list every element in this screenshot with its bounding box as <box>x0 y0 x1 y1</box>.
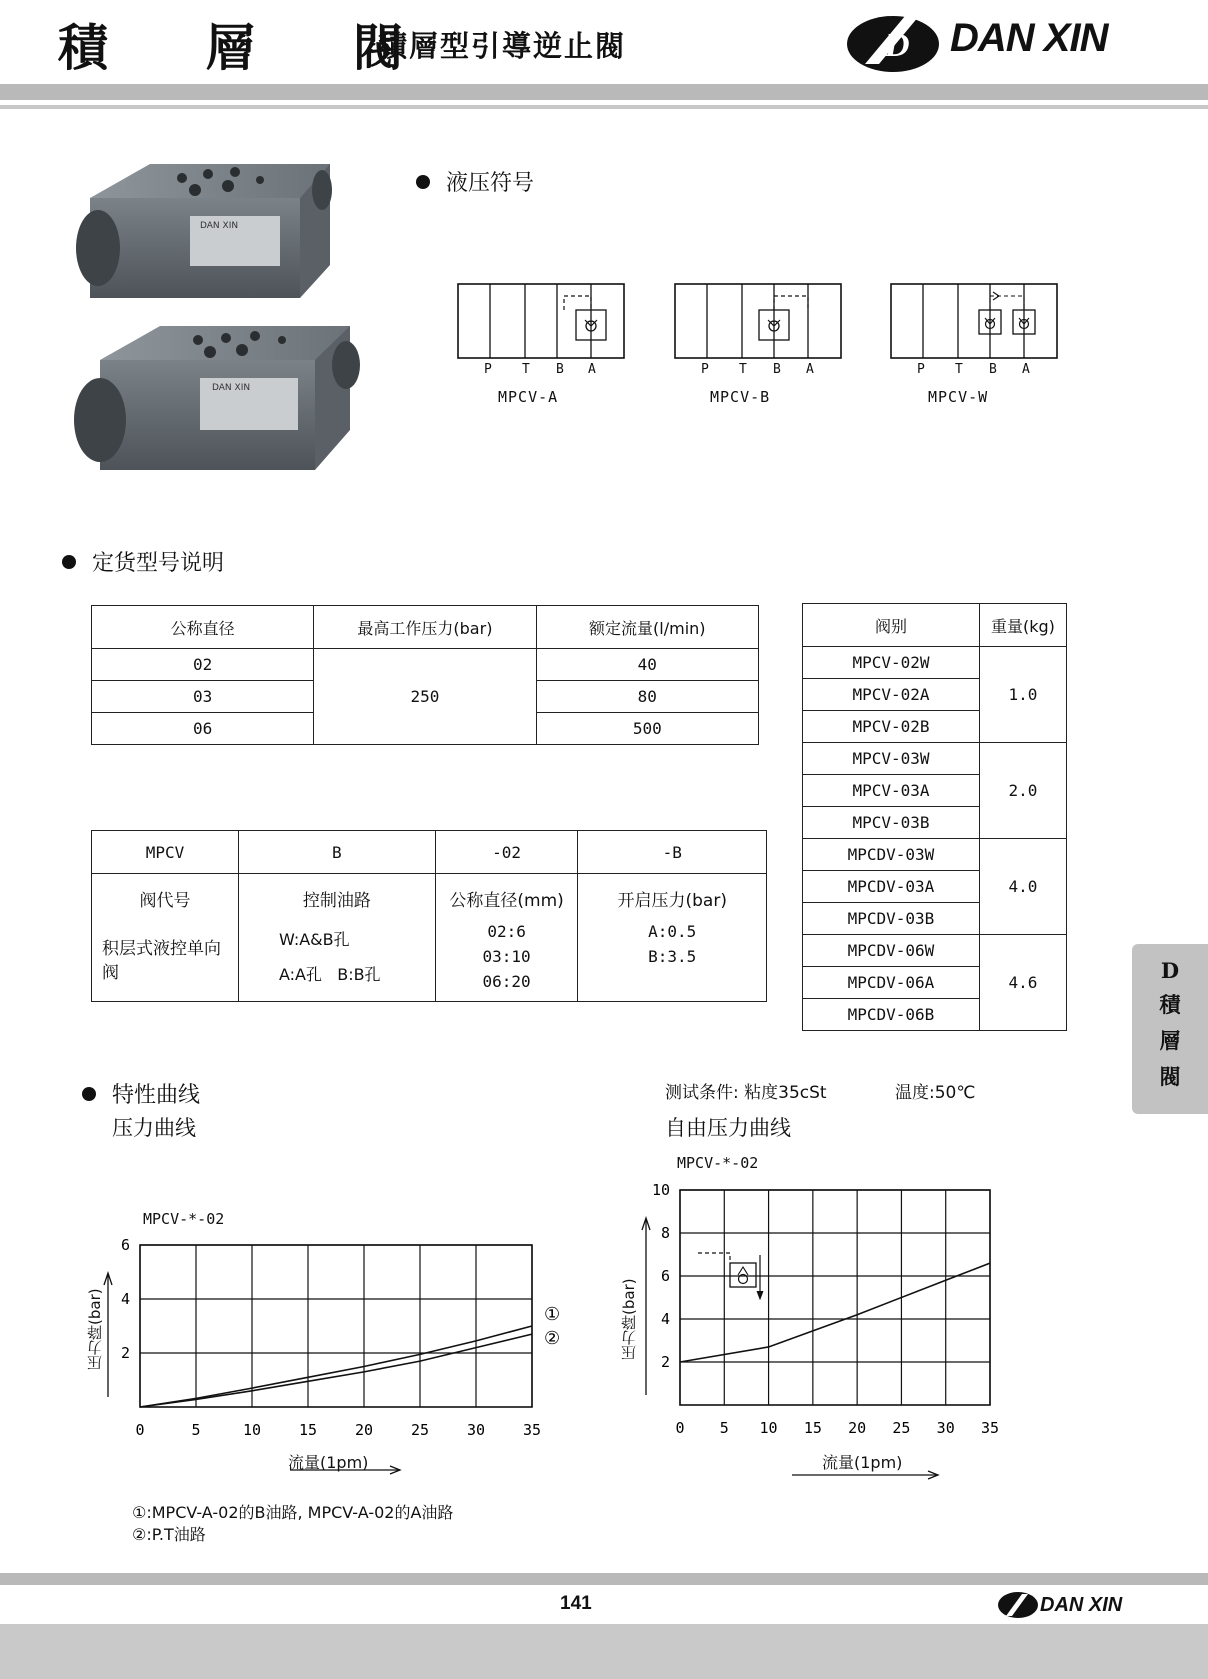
legend-note-1: ①:MPCV-A-02的B油路, MPCV-A-02的A油路 <box>132 1503 454 1522</box>
weight-model: MPCDV-03W <box>803 839 980 871</box>
weight-value: 4.6 <box>979 935 1066 1031</box>
weight-model: MPCDV-06W <box>803 935 980 967</box>
code-label-3: 公称直径(mm) <box>449 891 564 911</box>
code-cell-3 <box>435 874 578 1002</box>
code-desc-2a: W:A&B孔 <box>278 930 350 949</box>
weight-model: MPCV-03W <box>803 743 980 775</box>
spec-flow-03: 80 <box>536 681 758 713</box>
symbol-b-port-t: T <box>739 362 747 377</box>
code-desc-3: 06:20 <box>482 972 531 991</box>
code-pressure: -B <box>578 831 767 874</box>
chart1-xlabel: 流量(1pm) <box>288 1453 369 1472</box>
svg-text:x: x <box>909 41 922 70</box>
symbol-a-port-b: B <box>556 362 564 377</box>
spec-dia-06: 06 <box>92 713 314 745</box>
bullet-icon <box>82 1087 96 1101</box>
plot-frame <box>680 1190 990 1405</box>
side-tab-char: 積 <box>1159 992 1181 1017</box>
symbol-mpcv-w <box>889 282 1059 362</box>
x-tick-label: 0 <box>135 1421 145 1439</box>
spec-dia-02: 02 <box>92 649 314 681</box>
code-table <box>91 830 767 1002</box>
bullet-icon <box>62 555 76 569</box>
spec-flow-02: 40 <box>536 649 758 681</box>
y-tick-label: 6 <box>660 1267 670 1285</box>
side-tab-letter: D <box>1160 958 1180 983</box>
weight-model: MPCDV-06A <box>803 967 980 999</box>
code-desc-2b: A:A孔 B:B孔 <box>278 965 381 984</box>
nameplate-text: DAN XIN <box>200 221 239 231</box>
series-line-2 <box>140 1334 532 1407</box>
weight-header-kg: 重量(kg) <box>979 604 1066 647</box>
code-label-1: 阀代号 <box>139 891 191 911</box>
symbol-w-port-a: A <box>1022 362 1030 377</box>
symbol-a-port-t: T <box>522 362 530 377</box>
chart2-subtitle: MPCV-*-02 <box>677 1154 759 1172</box>
weight-value: 2.0 <box>979 743 1066 839</box>
spec-pressure-value: 250 <box>314 649 536 745</box>
bullet-icon <box>416 175 430 189</box>
weight-header-model: 阀别 <box>803 604 980 647</box>
side-tab-char: 閥 <box>1159 1064 1181 1089</box>
page-subtitle: 積層型引導逆止閥 <box>378 29 627 63</box>
code-label-4: 开启压力(bar) <box>617 891 727 911</box>
order-heading: 定货型号说明 <box>62 546 224 577</box>
weight-model: MPCDV-03B <box>803 903 980 935</box>
pressure-curve-chart <box>70 1230 590 1480</box>
test-conditions: 测试条件: 粘度35cSt <box>665 1083 827 1103</box>
x-tick-label: 30 <box>936 1419 955 1437</box>
spec-dia-03: 03 <box>92 681 314 713</box>
chart2-xlabel: 流量(1pm) <box>822 1453 903 1472</box>
legend-note-2: ②:P.T油路 <box>132 1525 206 1544</box>
y-tick-label: 4 <box>660 1310 670 1328</box>
brand-name: DAN XIN <box>950 16 1108 60</box>
symbol-b-name: MPCV-B <box>710 388 771 406</box>
x-tick-label: 10 <box>759 1419 778 1437</box>
chart2-ylabel: 压力降(bar) <box>620 1278 638 1360</box>
weight-value: 4.0 <box>979 839 1066 935</box>
weight-model: MPCV-03A <box>803 775 980 807</box>
x-tick-label: 20 <box>848 1419 867 1437</box>
spec-table <box>91 605 759 745</box>
symbol-w-port-b: B <box>989 362 997 377</box>
spec-flow-06: 500 <box>536 713 758 745</box>
weight-model: MPCV-02W <box>803 647 980 679</box>
symbol-mpcv-a <box>456 282 626 362</box>
weight-model: MPCV-02A <box>803 679 980 711</box>
x-tick-label: 15 <box>298 1421 318 1439</box>
chart1-ylabel: 压力降(bar) <box>86 1288 104 1370</box>
weight-model: MPCDV-03A <box>803 871 980 903</box>
plot-frame <box>140 1245 532 1407</box>
x-tick-label: 25 <box>410 1421 430 1439</box>
header-divider <box>0 84 1208 100</box>
x-tick-label: 35 <box>980 1419 1000 1437</box>
x-tick-label: 20 <box>354 1421 374 1439</box>
code-b: B <box>238 831 435 874</box>
x-tick-label: 25 <box>892 1419 911 1437</box>
code-cell-2 <box>238 874 435 1002</box>
symbol-b-port-b: B <box>773 362 781 377</box>
x-tick-label: 5 <box>719 1419 729 1437</box>
x-tick-label: 15 <box>803 1419 822 1437</box>
code-desc-3: 03:10 <box>482 947 531 966</box>
product-photo <box>60 150 380 500</box>
x-tick-label: 30 <box>466 1421 486 1439</box>
footer-band <box>0 1624 1208 1679</box>
y-tick-label: 8 <box>660 1224 670 1242</box>
y-tick-label: 4 <box>120 1290 130 1308</box>
y-tick-label: 6 <box>120 1236 130 1254</box>
symbol-a-port-a: A <box>588 362 596 377</box>
weight-model: MPCV-02B <box>803 711 980 743</box>
symbol-w-name: MPCV-W <box>928 388 989 406</box>
test-temperature: 温度:50℃ <box>895 1083 976 1103</box>
series-line-1 <box>680 1263 990 1362</box>
free-pressure-curve-chart <box>630 1175 1010 1485</box>
code-desc-3: 02:6 <box>487 922 526 941</box>
code-cell-1 <box>92 874 239 1002</box>
spec-header-pressure: 最高工作压力(bar) <box>314 606 536 649</box>
weight-model: MPCDV-06B <box>803 999 980 1031</box>
symbol-b-port-a: A <box>806 362 814 377</box>
x-tick-label: 10 <box>242 1421 262 1439</box>
symbol-mpcv-b <box>673 282 843 362</box>
spec-header-flow: 额定流量(l/min) <box>536 606 758 649</box>
code-dia: -02 <box>435 831 578 874</box>
series-label: ② <box>544 1328 561 1350</box>
code-desc-4: B:3.5 <box>648 947 697 966</box>
side-tab <box>1132 944 1208 1114</box>
y-tick-label: 2 <box>660 1353 670 1371</box>
footer-logo-icon <box>996 1590 1040 1620</box>
weight-model: MPCV-03B <box>803 807 980 839</box>
side-tab-char: 層 <box>1159 1028 1181 1053</box>
footer-brand: DAN XIN <box>1040 1594 1123 1616</box>
y-tick-label: 2 <box>120 1344 130 1362</box>
page-title: 積 層 閥 <box>58 18 443 77</box>
footer-divider <box>0 1573 1208 1585</box>
weight-table <box>802 603 1067 1031</box>
symbol-w-port-p: P <box>917 362 925 377</box>
curves-heading: 特性曲线 <box>82 1078 200 1109</box>
weight-value: 1.0 <box>979 647 1066 743</box>
x-tick-label: 35 <box>522 1421 542 1439</box>
page-number: 141 <box>560 1593 592 1614</box>
code-label-2: 控制油路 <box>302 891 371 911</box>
code-desc-1: 积层式液控单向阀 <box>102 939 221 983</box>
series-line-1 <box>140 1326 532 1407</box>
code-desc-4: A:0.5 <box>648 922 697 941</box>
chart1-subtitle: MPCV-*-02 <box>143 1210 225 1228</box>
chart1-title: 压力曲线 <box>112 1116 196 1140</box>
y-tick-label: 10 <box>651 1181 670 1199</box>
x-tick-label: 5 <box>191 1421 201 1439</box>
series-label: ① <box>544 1304 561 1325</box>
symbol-b-port-p: P <box>701 362 709 377</box>
header-divider-thin <box>0 105 1208 109</box>
symbol-a-port-p: P <box>484 362 492 377</box>
spec-header-dia: 公称直径 <box>92 606 314 649</box>
code-mpcv: MPCV <box>92 831 239 874</box>
symbol-a-name: MPCV-A <box>498 388 559 406</box>
hydraulic-symbols-heading: 液压符号 <box>416 166 534 197</box>
chart2-title: 自由压力曲线 <box>665 1116 791 1140</box>
symbol-w-port-t: T <box>955 362 963 377</box>
code-cell-4 <box>578 874 767 1002</box>
x-tick-label: 0 <box>675 1419 685 1437</box>
nameplate-text-lower: DAN XIN <box>212 383 251 393</box>
svg-text:D: D <box>885 27 910 64</box>
